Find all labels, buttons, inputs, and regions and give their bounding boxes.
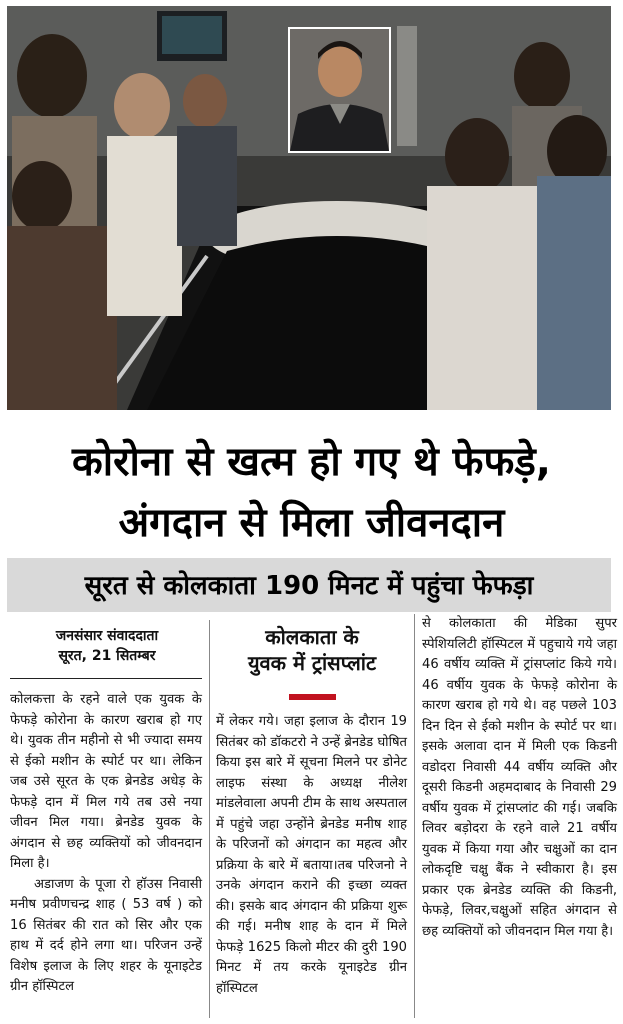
portrait-image <box>290 29 389 151</box>
subheadline: सूरत से कोलकाता 190 मिनट में पहुंचा फेफड़ा <box>84 571 534 601</box>
news-photo <box>7 6 611 410</box>
headline-line-2: अंगदान से मिला जीवनदान <box>118 500 505 546</box>
column-divider-2 <box>414 614 415 1018</box>
byline-reporter: जनसंसार संवाददाता <box>55 628 159 644</box>
article-paragraph: में लेकर गये। जहा इलाज के दौरान 19 सितंबर को डॉकटरो ने उन्हें ब्रेनडेड घोषित किया इस बारे में सूचना मिलने पर डोनेट लाइफ संस्था के अध्यक्ष नीलेश मांडलेवाला अपनी टीम के साथ अस्पताल में पहुंचे जहा उन्होंने ब्रेनडेड मनीष शाह के परिजनों को अंगदान का महत्व और प्रक्रिया के बारे में बताया।तब परिजनो ने उनके अंगदान कराने की इच्छा व्यक्त की। इसके बाद अंगदान की प्रक्रिया शुरू की गई। मनीष शाह के दान में मिले फेफड़े 1625 किलो मीटर की दुरी 190 मिनट में तय करके यूनाइटेड ग्रीन हॉस्पिटल <box>216 714 407 996</box>
subheadline-bar <box>7 558 611 612</box>
byline-divider <box>10 678 202 679</box>
article-paragraph: अडाजण के पूजा रो हॉउस निवासी मनीष प्रवीणचन्द्र शाह ( 53 वर्ष ) को 16 सितंबर की रात को सिर और एक हाथ में दर्द होने लगा था। परिजन उन्हें विशेष इलाज के लिए शहर के यूनाइटेड ग्रीन हॉस्पिटल <box>10 876 202 994</box>
article-column-1 <box>10 690 202 998</box>
column-divider-1 <box>209 620 210 1018</box>
section-title-accent-bar <box>289 694 336 700</box>
article-paragraph: से कोलकाता की मेडिका सुपर स्पेशियलिटी हॉस्पिटल में पहुचाये गये जहा 46 वर्षीय व्यक्ति में ट्रांसप्लांट किये गये।46 वर्षीय युवक के फेफड़े कोरोना के कारण खराब हो गये थे। वह पछले 103 दिन दिन से ईको मशीन के स्पोर्ट पर था। इसके अलावा दान में मिली एक किडनी वडोदरा निवासी 44 वर्षीय व्यक्ति और दूसरी किडनी अहमदाबाद के निवासी 29 वर्षीय युवक में ट्रांसप्लांट की गई। जबकि लिवर बड़ोदरा के रहने वाले 21 वर्षीय युवक में किया गया और चक्षुओं का दान लोकदृष्टि चक्षु बैंक ने स्वीकारा है। इस प्रकार एक ब्रेनडेड व्यक्ति की किडनी, फेफड़े, लिवर,चक्षुओं सहित अंगदान से छह व्यक्तियों को जीवनदान मिल गया है। <box>422 616 617 939</box>
headline-line-1: कोरोना से खत्म हो गए थे फेफड़े, <box>72 439 551 485</box>
section-title <box>214 624 410 676</box>
section-title-line-2: युवक में ट्रांसप्लांट <box>247 651 377 675</box>
inset-portrait <box>288 27 391 153</box>
article-column-3 <box>422 614 617 942</box>
article-column-2 <box>216 712 407 999</box>
byline-place-date: सूरत, 21 सितम्बर <box>58 648 156 664</box>
byline <box>12 626 202 666</box>
article-paragraph: कोलकत्ता के रहने वाले एक युवक के फेफड़े कोरोना के कारण खराब हो गए थे। युवक तीन महीनो से भी ज्यादा समय से ईको मशीन के स्पोर्ट पर था। लेकिन जब उसे सूरत के एक ब्रेनडेड अधेड़ के फेफड़े दान में मिल गये तब उसे नया जीवन मिल गया। ब्रेनडेड युवक के अंगदान से छह व्यक्तियों को जीवनदान मिला है। <box>10 692 202 871</box>
section-title-line-1: कोलकाता के <box>265 625 359 649</box>
